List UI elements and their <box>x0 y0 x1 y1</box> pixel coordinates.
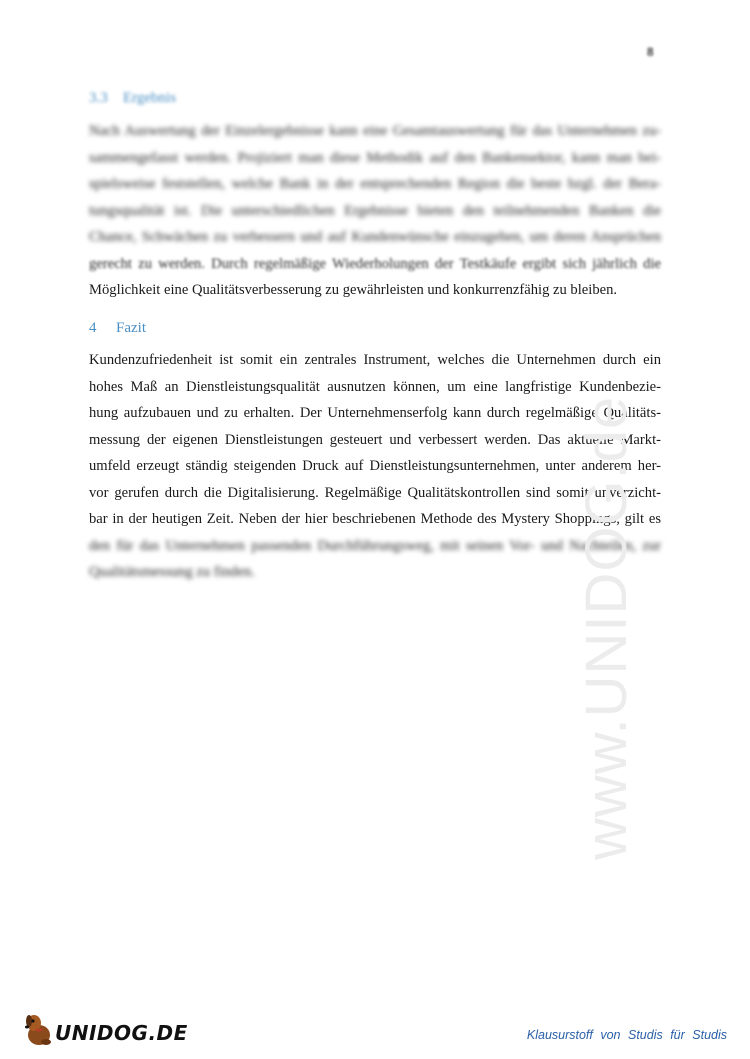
paragraph-line: umfeld erzeugt ständig steigenden Druck auf Dienstleistungsunternehmen, unter anderem her- <box>89 458 661 474</box>
paragraph-line: Qualitätsmessung zu finden. <box>89 564 255 580</box>
paragraph-ergebnis <box>89 118 661 304</box>
paragraph-line: bar in der heutigen Zeit. Neben der hier beschriebenen Methode des Mystery Shoppings, gilt es <box>89 511 661 527</box>
paragraph-line: den für das Unternehmen passenden Durchführungsweg, mit seinen Vor- und Nachteilen, zur <box>89 537 661 554</box>
section-number: 3.3 <box>89 90 108 106</box>
section-title: Fazit <box>116 320 146 336</box>
section-heading-3-3 <box>89 90 176 107</box>
watermark: www.UNIDOG.de <box>574 395 639 860</box>
paragraph-line: Möglichkeit eine Qualitätsverbesserung zu gewährleisten und konkurrenzfähig zu bleiben. <box>89 282 618 298</box>
paragraph-line: hohes Maß an Dienstleistungsqualität ausnutzen können, um eine langfristige Kundenbezie- <box>89 378 661 395</box>
paragraph-line: tungsqualität ist. Die unterschiedlichen Ergebnisse bieten den teilnehmenden Banken die <box>89 202 661 219</box>
paragraph-line: sammengefasst werden. Projiziert man diese Methodik auf den Bankensektor, kann man bei- <box>89 149 661 166</box>
unidog-logo[interactable] <box>22 1009 188 1049</box>
paragraph-line: Kundenzufriedenheit ist somit ein zentrales Instrument, welches die Unternehmen durch ein <box>89 352 661 368</box>
footer-tagline: Klausurstoff von Studis für Studis <box>526 1028 727 1042</box>
paragraph-line: messung der eigenen Dienstleistungen gesteuert und verbessert werden. Das aktuelle Markt- <box>89 431 661 448</box>
section-number: 4 <box>89 320 97 336</box>
section-title: Ergebnis <box>123 90 177 106</box>
dog-icon <box>22 1009 56 1049</box>
paragraph-line: Nach Auswertung der Einzelergebnisse kann eine Gesamtauswertung für das Unternehmen zu- <box>89 123 661 139</box>
section-heading-4 <box>89 320 146 337</box>
paragraph-line: gerecht zu werden. Durch regelmäßige Wiederholungen der Testkäufe ergibt sich jährlich die <box>89 255 661 272</box>
paragraph-line: hung aufzubauen und zu erhalten. Der Unternehmenserfolg kann durch regelmäßige Qualitäts- <box>89 405 661 421</box>
paragraph-line: vor gerufen durch die Digitalisierung. Regelmäßige Qualitätskontrollen sind somit unverzicht- <box>89 484 661 501</box>
paragraph-line: Chance, Schwächen zu verbessern und auf Kundenwünsche einzugehen, um deren Ansprüchen <box>89 229 661 245</box>
page-number: 8 <box>647 44 654 59</box>
logo-text: UNIDOG.DE <box>55 1021 188 1045</box>
paragraph-line: spielsweise feststellen, welche Bank in der entsprechenden Region die beste bzgl. der Bera- <box>89 176 661 192</box>
